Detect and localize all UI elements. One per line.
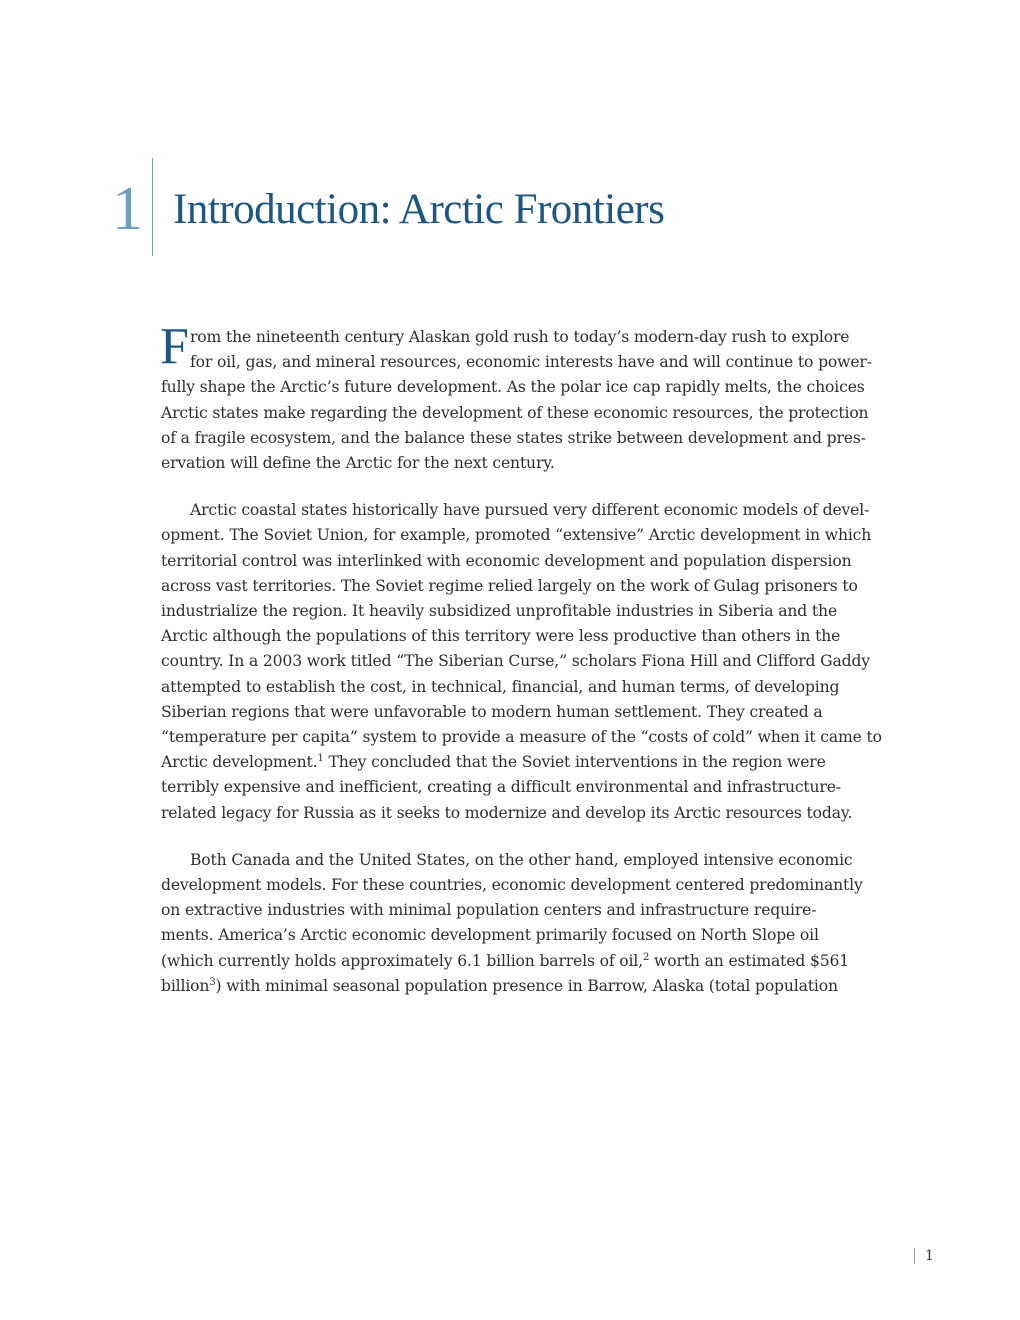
footnote-ref-2[interactable]: 2 <box>643 951 650 963</box>
text-line: attempted to establish the cost, in technical, financial, and human terms, of developing <box>161 677 840 696</box>
text-line: Arctic coastal states historically have pursued very different economic models of devel- <box>190 501 870 520</box>
text-line: ments. America’s Arctic economic development primarily focused on North Slope oil <box>161 926 819 945</box>
paragraph-soviet-model <box>161 498 941 826</box>
text-line: “temperature per capita” system to provide a measure of the “costs of cold” when it came to <box>161 728 882 747</box>
paragraph-intro <box>160 318 941 476</box>
text-line: country. In a 2003 work titled “The Siberian Curse,” scholars Fiona Hill and Clifford Gaddy <box>161 652 870 671</box>
page-number: 1 <box>925 1248 934 1264</box>
text-line: terribly expensive and inefficient, creating a difficult environmental and infrastructure- <box>161 778 841 797</box>
footnote-ref-3[interactable]: 3 <box>209 976 216 988</box>
text-line: Arctic although the populations of this territory were less productive than others in the <box>161 627 841 646</box>
text-line: of a fragile ecosystem, and the balance these states strike between development and pres- <box>161 428 866 447</box>
body-text <box>160 318 941 1021</box>
text-line: opment. The Soviet Union, for example, promoted “extensive” Arctic development in which <box>161 526 872 545</box>
text-fragment: ) with minimal seasonal population presence in Barrow, Alaska (total population <box>215 976 838 995</box>
text-line: across vast territories. The Soviet regime relied largely on the work of Gulag prisoners to <box>161 576 858 595</box>
paragraph-north-america-model <box>161 848 941 999</box>
text-line <box>161 949 941 974</box>
text-line: development models. For these countries, economic development centered predominantly <box>161 876 863 895</box>
drop-cap: F <box>160 318 189 375</box>
text-line: for oil, gas, and mineral resources, economic interests have and will continue to power- <box>190 353 872 372</box>
page-footer <box>914 1248 934 1264</box>
text-fragment: (which currently holds approximately 6.1 billion barrels of oil, <box>161 951 644 970</box>
text-line: rom the nineteenth century Alaskan gold rush to today’s modern-day rush to explore <box>190 328 850 346</box>
chapter-header <box>112 158 664 256</box>
text-fragment: billion <box>161 976 210 995</box>
text-line: industrialize the region. It heavily subsidized unprofitable industries in Siberia and the <box>161 602 838 621</box>
text-fragment: Arctic development. <box>161 753 318 772</box>
text-line: on extractive industries with minimal population centers and infrastructure require- <box>161 901 817 920</box>
text-fragment: They concluded that the Soviet interventions in the region were <box>323 753 826 772</box>
text-line: ervation will define the Arctic for the next century. <box>161 454 555 473</box>
text-line: related legacy for Russia as it seeks to modernize and develop its Arctic resources today. <box>161 803 853 822</box>
footnote-ref-1[interactable]: 1 <box>317 753 324 765</box>
text-line <box>161 974 941 999</box>
text-line: fully shape the Arctic’s future development. As the polar ice cap rapidly melts, the choices <box>161 378 865 397</box>
chapter-number: 1 <box>112 175 143 243</box>
text-line: territorial control was interlinked with economic development and population dispersion <box>161 551 852 570</box>
chapter-title: Introduction: Arctic Frontiers <box>173 185 665 233</box>
text-line: Both Canada and the United States, on the other hand, employed intensive economic <box>190 850 853 869</box>
text-fragment: worth an estimated $561 <box>649 951 850 970</box>
text-line: Siberian regions that were unfavorable to modern human settlement. They created a <box>161 702 823 721</box>
text-line: Arctic states make regarding the development of these economic resources, the protection <box>161 403 869 422</box>
text-line <box>161 750 941 775</box>
footer-divider <box>914 1248 915 1264</box>
chapter-divider <box>152 158 153 256</box>
